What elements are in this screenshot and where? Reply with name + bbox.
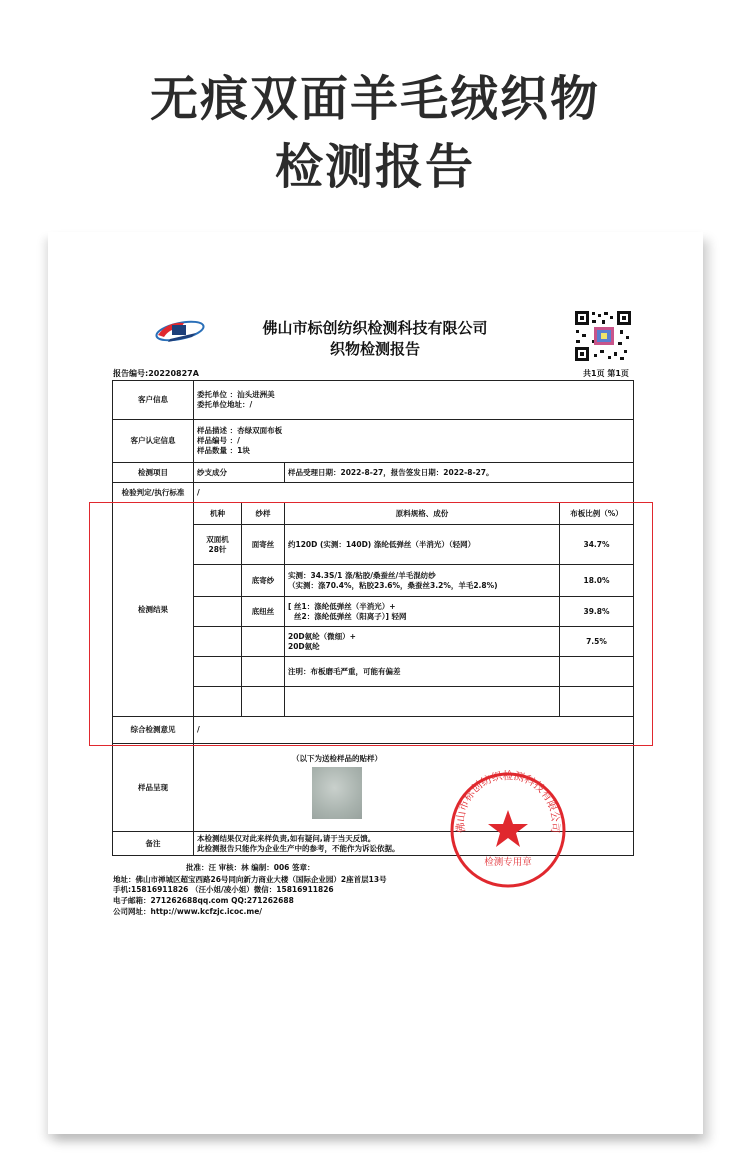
machine-cell bbox=[194, 687, 242, 717]
spec-cell bbox=[285, 627, 560, 657]
yarn-cell: 底纽丝 bbox=[242, 597, 285, 627]
official-stamp bbox=[448, 770, 568, 890]
ratio-cell: 39.8% bbox=[560, 597, 634, 627]
results-label: 检测结果 bbox=[113, 503, 194, 717]
client-confirm-line3: 样品数量 ：1块 bbox=[197, 446, 250, 455]
machine-cell bbox=[194, 565, 242, 597]
spec-line1: [ 丝1：涤纶低弹丝（半消光）+ bbox=[288, 601, 396, 611]
client-confirm-line2: 样品编号 ：/ bbox=[197, 436, 240, 445]
header-spec: 原料规格、成份 bbox=[285, 503, 560, 525]
ratio-cell: 18.0% bbox=[560, 565, 634, 597]
ratio-cell bbox=[560, 657, 634, 687]
ratio-cell bbox=[560, 687, 634, 717]
remarks-line1: 本检测结果仅对此来样负责,如有疑问,请于当天反馈。 bbox=[197, 833, 376, 843]
machine-cell bbox=[194, 525, 242, 565]
opinion-value: / bbox=[194, 717, 634, 744]
report-title: 织物检测报告 bbox=[329, 340, 420, 358]
spec-line2: 20D氨纶 bbox=[288, 641, 320, 651]
machine-line2: 28针 bbox=[208, 544, 227, 554]
footer-email: 电子邮箱：271262688qq.com QQ:271262688 bbox=[113, 896, 294, 905]
ratio-cell: 34.7% bbox=[560, 525, 634, 565]
client-line1: 委托单位 ：汕头进洲美 bbox=[197, 390, 275, 399]
standard-label: 检验判定/执行标准 bbox=[113, 483, 194, 503]
footer-address: 地址：佛山市禅城区超宝西路26号同向新力商业大楼（国际企业园）2座首层13号 bbox=[113, 875, 387, 884]
ratio-cell: 7.5% bbox=[560, 627, 634, 657]
header-machine: 机种 bbox=[194, 503, 242, 525]
header-yarn: 纱样 bbox=[242, 503, 285, 525]
sample-label: 样品呈现 bbox=[113, 744, 194, 832]
hero-title-line1: 无痕双面羊毛绒织物 bbox=[149, 71, 600, 127]
client-confirm-label: 客户认定信息 bbox=[113, 420, 194, 463]
footer-website: 公司网址：http://www.kcfzjc.icoc.me/ bbox=[113, 907, 263, 916]
company-name: 佛山市标创纺织检测科技有限公司 bbox=[262, 319, 488, 337]
standard-value: / bbox=[194, 483, 634, 503]
spec-cell: 注明：布板磨毛严重，可能有偏差 bbox=[285, 657, 560, 687]
spec-line1: 实测：34.3S/1 涤/粘胶/桑蚕丝/羊毛混纺纱 bbox=[288, 570, 436, 580]
test-item-label: 检测项目 bbox=[113, 463, 194, 483]
footer-phone: 手机:15816911826 （汪小姐/凌小姐）微信：15816911826 bbox=[113, 885, 334, 894]
client-line2: 委托单位地址：/ bbox=[197, 400, 253, 409]
fabric-sample-image bbox=[312, 767, 362, 819]
stamp-bottom-text: 检测专用章 bbox=[484, 857, 532, 868]
company-logo-icon bbox=[150, 315, 206, 345]
report-number: 报告编号:20220827A bbox=[113, 369, 199, 378]
yarn-cell bbox=[242, 687, 285, 717]
qr-code-icon bbox=[574, 310, 632, 362]
approval-line: 批准：汪 审核：林 编制：006 签章： bbox=[186, 863, 315, 872]
remarks-label: 备注 bbox=[113, 832, 194, 856]
page-count: 共1页 第1页 bbox=[583, 369, 629, 378]
client-confirm-info bbox=[194, 420, 634, 463]
remarks-line2: 此检测报告只能作为企业生产中的参考，不能作为诉讼依据。 bbox=[197, 843, 400, 853]
spec-line1: 20D氨纶（微细）+ bbox=[288, 631, 356, 641]
star-icon bbox=[488, 810, 528, 847]
test-item-value: 纱支成分 bbox=[194, 463, 285, 483]
spec-line2: （实测：涤70.4%，粘胶23.6%，桑蚕丝3.2%，羊毛2.8%) bbox=[288, 580, 498, 590]
machine-cell bbox=[194, 597, 242, 627]
hero-title-line2: 检测报告 bbox=[274, 139, 475, 195]
spec-cell bbox=[285, 565, 560, 597]
machine-cell bbox=[194, 657, 242, 687]
spec-cell bbox=[285, 687, 560, 717]
client-info bbox=[194, 381, 634, 420]
spec-line1: 约120D (实测：140D) 涤纶低弹丝（半消光）（轻网） bbox=[288, 539, 476, 549]
client-confirm-line1: 样品描述 ：杏绿双面布板 bbox=[197, 426, 283, 435]
machine-line1: 双面机 bbox=[206, 534, 229, 544]
sample-caption: （以下为送检样品的贴样） bbox=[292, 754, 382, 763]
test-dates: 样品受理日期：2022-8-27，报告签发日期：2022-8-27。 bbox=[285, 463, 634, 483]
yarn-cell: 底寄纱 bbox=[242, 565, 285, 597]
opinion-label: 综合检测意见 bbox=[113, 717, 194, 744]
machine-cell bbox=[194, 627, 242, 657]
client-label: 客户信息 bbox=[113, 381, 194, 420]
spec-cell bbox=[285, 525, 560, 565]
spec-line2: 丝2：涤纶低弹丝（阳离子）] 轻网 bbox=[294, 611, 407, 621]
stamp-arc-text: 佛山市标创纺织检测科技有限公司 bbox=[454, 770, 562, 834]
yarn-cell bbox=[242, 657, 285, 687]
header-ratio: 布板比例（%） bbox=[560, 503, 634, 525]
spec-cell bbox=[285, 597, 560, 627]
yarn-cell bbox=[242, 627, 285, 657]
yarn-cell: 面寄丝 bbox=[242, 525, 285, 565]
